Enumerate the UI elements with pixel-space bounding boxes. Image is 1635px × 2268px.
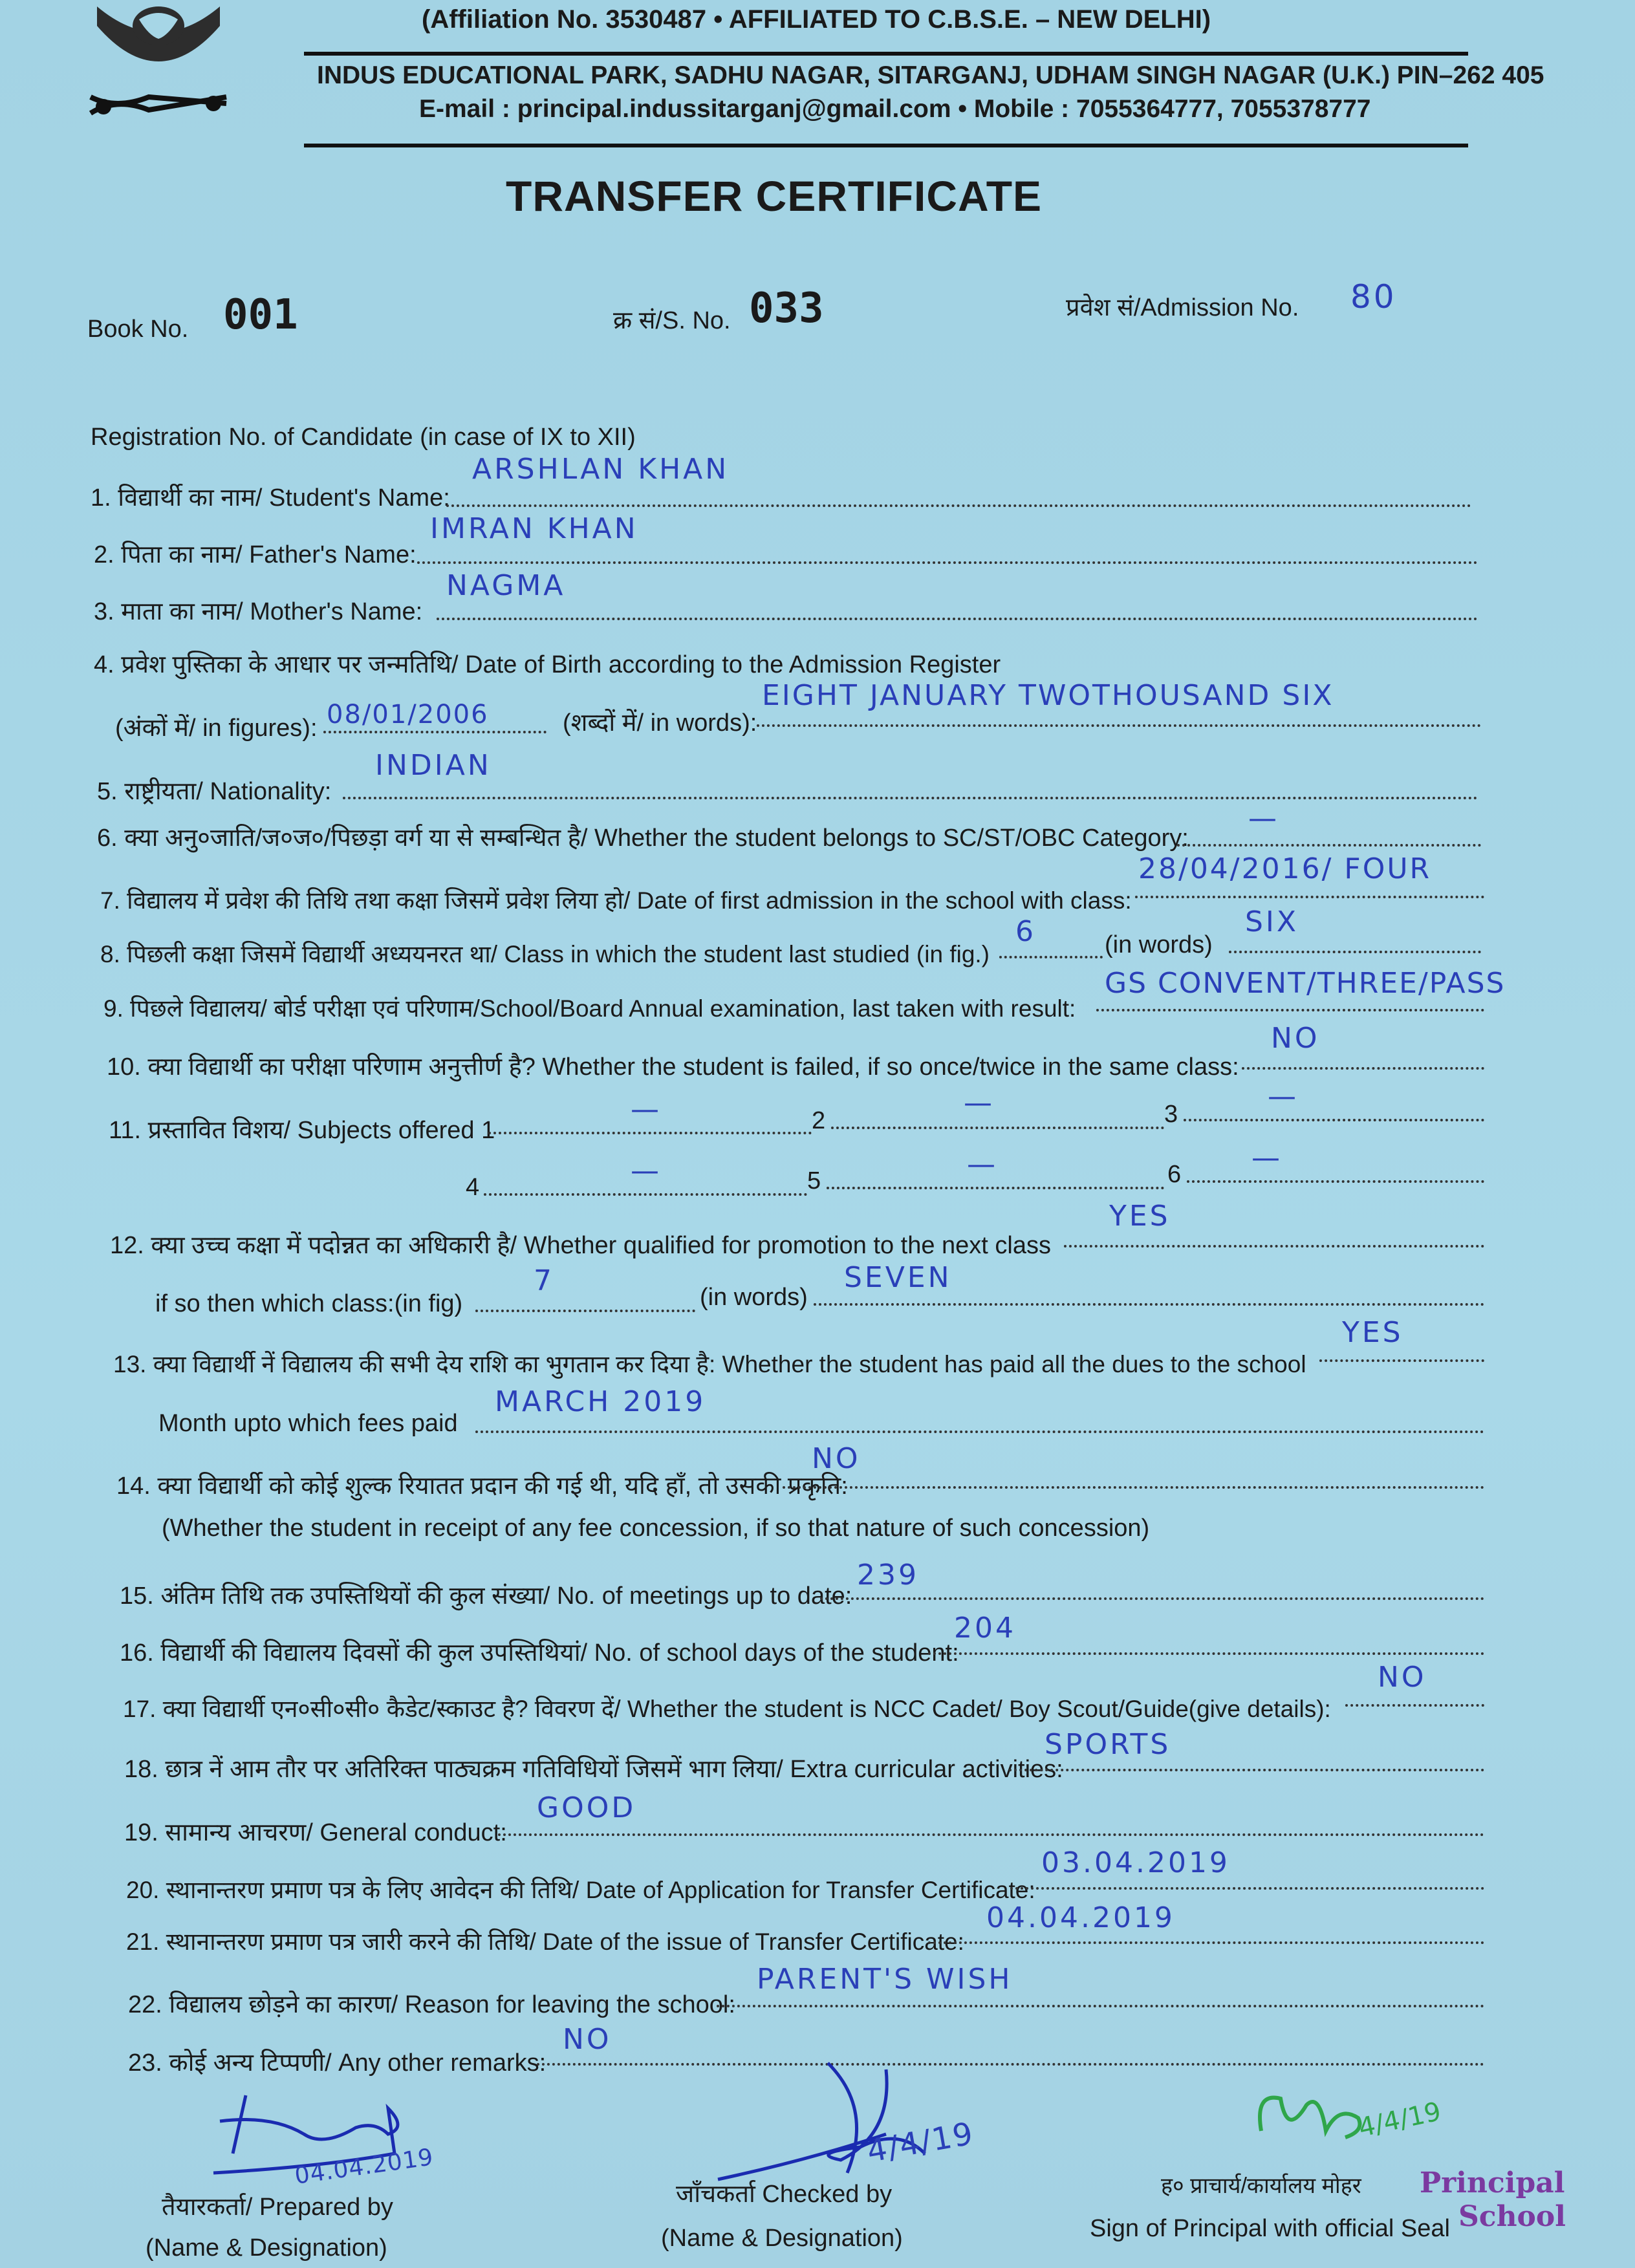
book-no-value: 001 (223, 291, 298, 339)
fill-line (1184, 1119, 1484, 1121)
field-label-promotion: 12. क्या उच्च कक्षा में पदोन्नत का अधिकारी है/ Whether qualified for promotion to the next class (110, 1232, 1051, 1259)
fill-line (417, 561, 1478, 564)
field-value-dues-paid: YES (1342, 1316, 1403, 1349)
principal-sign-date: 4/4/19 (1356, 2097, 1444, 2143)
field-label-fee-concession: 14. क्या विद्यार्थी को कोई शुल्क रियातत प्रदान की गई थी, यदि हाँ, तो उसकी प्रकृति: (116, 1473, 848, 1500)
field-value-father-name: IMRAN KHAN (430, 512, 638, 545)
field-value-admission-date: 28/04/2016/ FOUR (1138, 852, 1432, 885)
field-label-dob: 4. प्रवेश पुस्तिका के आधार पर जन्मतिथि/ Date of Birth according to the Admission Register (94, 651, 1001, 678)
school-contact: E-mail : principal.indussitarganj@gmail.com • Mobile : 7055364777, 7055378777 (419, 95, 1371, 123)
school-logo (78, 0, 239, 129)
fill-line (475, 1431, 1484, 1433)
fill-line (1345, 1704, 1484, 1707)
field-value-mother-name: NAGMA (446, 569, 566, 602)
admission-no-value: 80 (1350, 278, 1397, 316)
field-label-application-date: 20. स्थानान्तरण प्रमाण पत्र के लिए आवेदन की तिथि/ Date of Application for Transfer Certificate: (126, 1877, 1035, 1903)
field-value-student-name: ARSHLAN KHAN (472, 453, 730, 486)
fill-line (1229, 951, 1481, 953)
field-value-conduct: GOOD (537, 1791, 636, 1824)
field-value-nationality: INDIAN (375, 749, 492, 782)
field-value-ncc: NO (1378, 1661, 1427, 1694)
fill-line (484, 1193, 807, 1196)
field-label-subjects: 11. प्रस्तावित विशय/ Subjects offered 1 (109, 1117, 495, 1144)
field-label-last-class-words: (in words) (1105, 931, 1213, 958)
checked-date: 4/4/19 (864, 2115, 977, 2170)
field-value-remarks: NO (563, 2023, 612, 2056)
fill-line (1177, 844, 1481, 847)
field-value-leaving-reason: PARENT'S WISH (757, 1963, 1013, 1996)
school-address: INDUS EDUCATIONAL PARK, SADHU NAGAR, SITARGANJ, UDHAM SINGH NAGAR (U.K.) PIN–262 405 (317, 61, 1544, 89)
subject-5-number: 5 (807, 1167, 821, 1194)
field-label-mother-name: 3. माता का नाम/ Mother's Name: (94, 598, 423, 625)
field-label-dob-figures: (अंकों में/ in figures): (115, 715, 318, 742)
fill-line (1009, 1769, 1484, 1771)
principal-office-label: ह० प्राचार्य/कार्यालय मोहर (1161, 2174, 1361, 2198)
field-value-next-class-fig: 7 (534, 1264, 554, 1297)
field-value-dob-figures: 08/01/2006 (327, 700, 489, 729)
field-label-last-class: 8. पिछली कक्षा जिसमें विद्यार्थी अध्ययनरत था/ Class in which the student last studied (in fig.) (100, 941, 990, 967)
field-label-extracurricular: 18. छात्र नें आम तौर पर अतिरिक्त पाठ्यक्रम गतिविधियों जिसमें भाग लिया/ Extra curricular activities: (124, 1756, 1063, 1783)
field-value-fee-concession: NO (812, 1442, 861, 1475)
prepared-name-designation: (Name & Designation) (146, 2234, 387, 2262)
registration-label: Registration No. of Candidate (in case of IX to XII) (91, 424, 636, 451)
fill-line (783, 1486, 1484, 1489)
field-label-ncc: 17. क्या विद्यार्थी एन०सी०सी० कैडेट/स्काउट है? विवरण दें/ Whether the student is NCC Cadet/ Boy Scout/Guide(give details): (123, 1696, 1331, 1722)
fill-line (717, 2005, 1484, 2007)
fill-line (757, 724, 1481, 727)
fill-line (446, 504, 1471, 507)
field-label-failed: 10. क्या विद्यार्थी का परीक्षा परिणाम अनुत्तीर्ण है? Whether the student is failed, if so once/twice in the same class: (107, 1053, 1239, 1081)
seal-school-text: School (1458, 2200, 1566, 2233)
field-label-school-days: 16. विद्यार्थी की विद्यालय दिवसों की कुल उपस्तिथियां/ No. of school days of the student: (120, 1639, 959, 1667)
field-label-meetings: 15. अंतिम तिथि तक उपस्तिथियों की कुल संख्या/ No. of meetings up to date: (120, 1582, 852, 1610)
fill-line (999, 956, 1103, 958)
fill-line (1064, 1245, 1484, 1247)
subject-6-value: — (1251, 1141, 1283, 1174)
checked-by-label: जाँचकर्ता Checked by (676, 2181, 893, 2208)
field-label-next-class-words: (in words) (700, 1284, 808, 1311)
fill-line (488, 1132, 812, 1134)
field-label-issue-date: 21. स्थानान्तरण प्रमाण पत्र जारी करने की तिथि/ Date of the issue of Transfer Certificate: (126, 1928, 964, 1955)
subject-3-value: — (1268, 1080, 1299, 1113)
seal-principal-text: Principal (1420, 2166, 1565, 2199)
field-label-conduct: 19. सामान्य आचरण/ General conduct: (124, 1819, 507, 1846)
fill-line (820, 1597, 1484, 1600)
page-title: TRANSFER CERTIFICATE (506, 172, 1043, 220)
fill-line (1242, 1067, 1484, 1070)
subject-4-number: 4 (466, 1174, 480, 1201)
prepared-date: 04.04.2019 (293, 2144, 435, 2190)
fill-line (1010, 1887, 1484, 1890)
field-value-issue-date: 04.04.2019 (986, 1901, 1175, 1934)
fill-line (1319, 1359, 1484, 1362)
affiliation-line: (Affiliation No. 3530487 • AFFILIATED TO C.B.S.E. – NEW DELHI) (422, 5, 1211, 34)
subject-5-value: — (967, 1148, 998, 1181)
field-label-fees-month: Month upto which fees paid (158, 1410, 458, 1437)
subject-6-number: 6 (1167, 1161, 1182, 1188)
header-rule-top (304, 52, 1468, 56)
field-label-leaving-reason: 22. विद्यालय छोड़ने का कारण/ Reason for leaving the school: (128, 1991, 735, 2018)
serial-no-label: क्र सं/S. No. (613, 307, 731, 334)
field-label-dues-paid: 13. क्या विद्यार्थी नें विद्यालय की सभी देय राशि का भुगतान कर दिया है: Whether the student has paid all the dues to the school (113, 1351, 1306, 1377)
serial-no-value: 033 (749, 285, 824, 332)
fill-line (498, 1833, 1484, 1836)
field-value-promotion: YES (1109, 1200, 1171, 1233)
principal-sign-label: Sign of Principal with official Seal (1090, 2215, 1450, 2242)
fill-line (814, 1303, 1484, 1306)
field-value-failed: NO (1271, 1022, 1320, 1055)
field-label-student-name: 1. विद्यार्थी का नाम/ Student's Name: (91, 484, 450, 512)
prepared-by-label: तैयारकर्ता/ Prepared by (162, 2194, 393, 2221)
subject-2-value: — (964, 1086, 995, 1119)
fill-line (827, 1187, 1164, 1189)
subject-3-number: 3 (1164, 1101, 1178, 1128)
field-label-admission-date: 7. विद्यालय में प्रवेश की तिथि तथा कक्षा जिसमें प्रवेश लिया हो/ Date of first admission in the school with class: (100, 887, 1132, 914)
field-value-school-days: 204 (954, 1612, 1016, 1645)
book-no-label: Book No. (87, 316, 189, 343)
field-value-meetings: 239 (857, 1559, 919, 1592)
fill-line (1135, 896, 1484, 898)
field-value-extracurricular: SPORTS (1045, 1728, 1171, 1761)
fill-line (831, 1127, 1164, 1129)
field-value-category: — (1248, 802, 1279, 835)
checked-name-designation: (Name & Designation) (661, 2225, 903, 2252)
field-value-dob-words: EIGHT JANUARY TWOTHOUSAND SIX (762, 679, 1334, 712)
field-value-last-class-fig: 6 (1015, 915, 1036, 948)
field-label-father-name: 2. पिता का नाम/ Father's Name: (94, 541, 417, 568)
field-label-remarks: 23. कोई अन्य टिप्पणी/ Any other remarks: (128, 2049, 547, 2077)
field-label-next-class-fig: if so then which class:(in fig) (155, 1290, 463, 1317)
field-value-application-date: 03.04.2019 (1041, 1846, 1230, 1879)
header-rule-bottom (304, 144, 1468, 147)
fill-line (475, 1310, 695, 1312)
field-label-dob-words: (शब्दों में/ in words): (563, 709, 757, 737)
field-value-fees-month: MARCH 2019 (495, 1385, 706, 1418)
fill-line (1187, 1180, 1484, 1183)
subject-1-value: — (631, 1093, 662, 1126)
fill-line (1096, 1009, 1484, 1011)
field-value-board-exam: GS CONVENT/THREE/PASS (1105, 967, 1506, 1000)
field-label-category: 6. क्या अनु०जाति/ज०ज०/पिछड़ा वर्ग या से सम्बन्धित है/ Whether the student belongs to SC/ST/OBC Category: (97, 825, 1189, 852)
admission-no-label: प्रवेश सं/Admission No. (1066, 294, 1299, 321)
fill-line (437, 618, 1478, 620)
fill-line (323, 731, 547, 733)
field-label-board-exam: 9. पिछले विद्यालय/ बोर्ड परीक्षा एवं परिणाम/School/Board Annual examination, last taken with result: (103, 995, 1076, 1022)
fill-line (928, 1941, 1484, 1944)
field-label-nationality: 5. राष्ट्रीयता/ Nationality: (97, 778, 332, 805)
checked-by-signature (679, 2057, 970, 2186)
subject-4-value: — (631, 1154, 662, 1187)
fill-line (343, 797, 1478, 799)
field-label-fee-concession-note: (Whether the student in receipt of any fee concession, if so that nature of such concession) (162, 1515, 1150, 1542)
field-value-last-class-words: SIX (1245, 905, 1299, 938)
fill-line (928, 1652, 1484, 1655)
subject-2-number: 2 (812, 1107, 826, 1134)
field-value-next-class-words: SEVEN (844, 1261, 952, 1294)
